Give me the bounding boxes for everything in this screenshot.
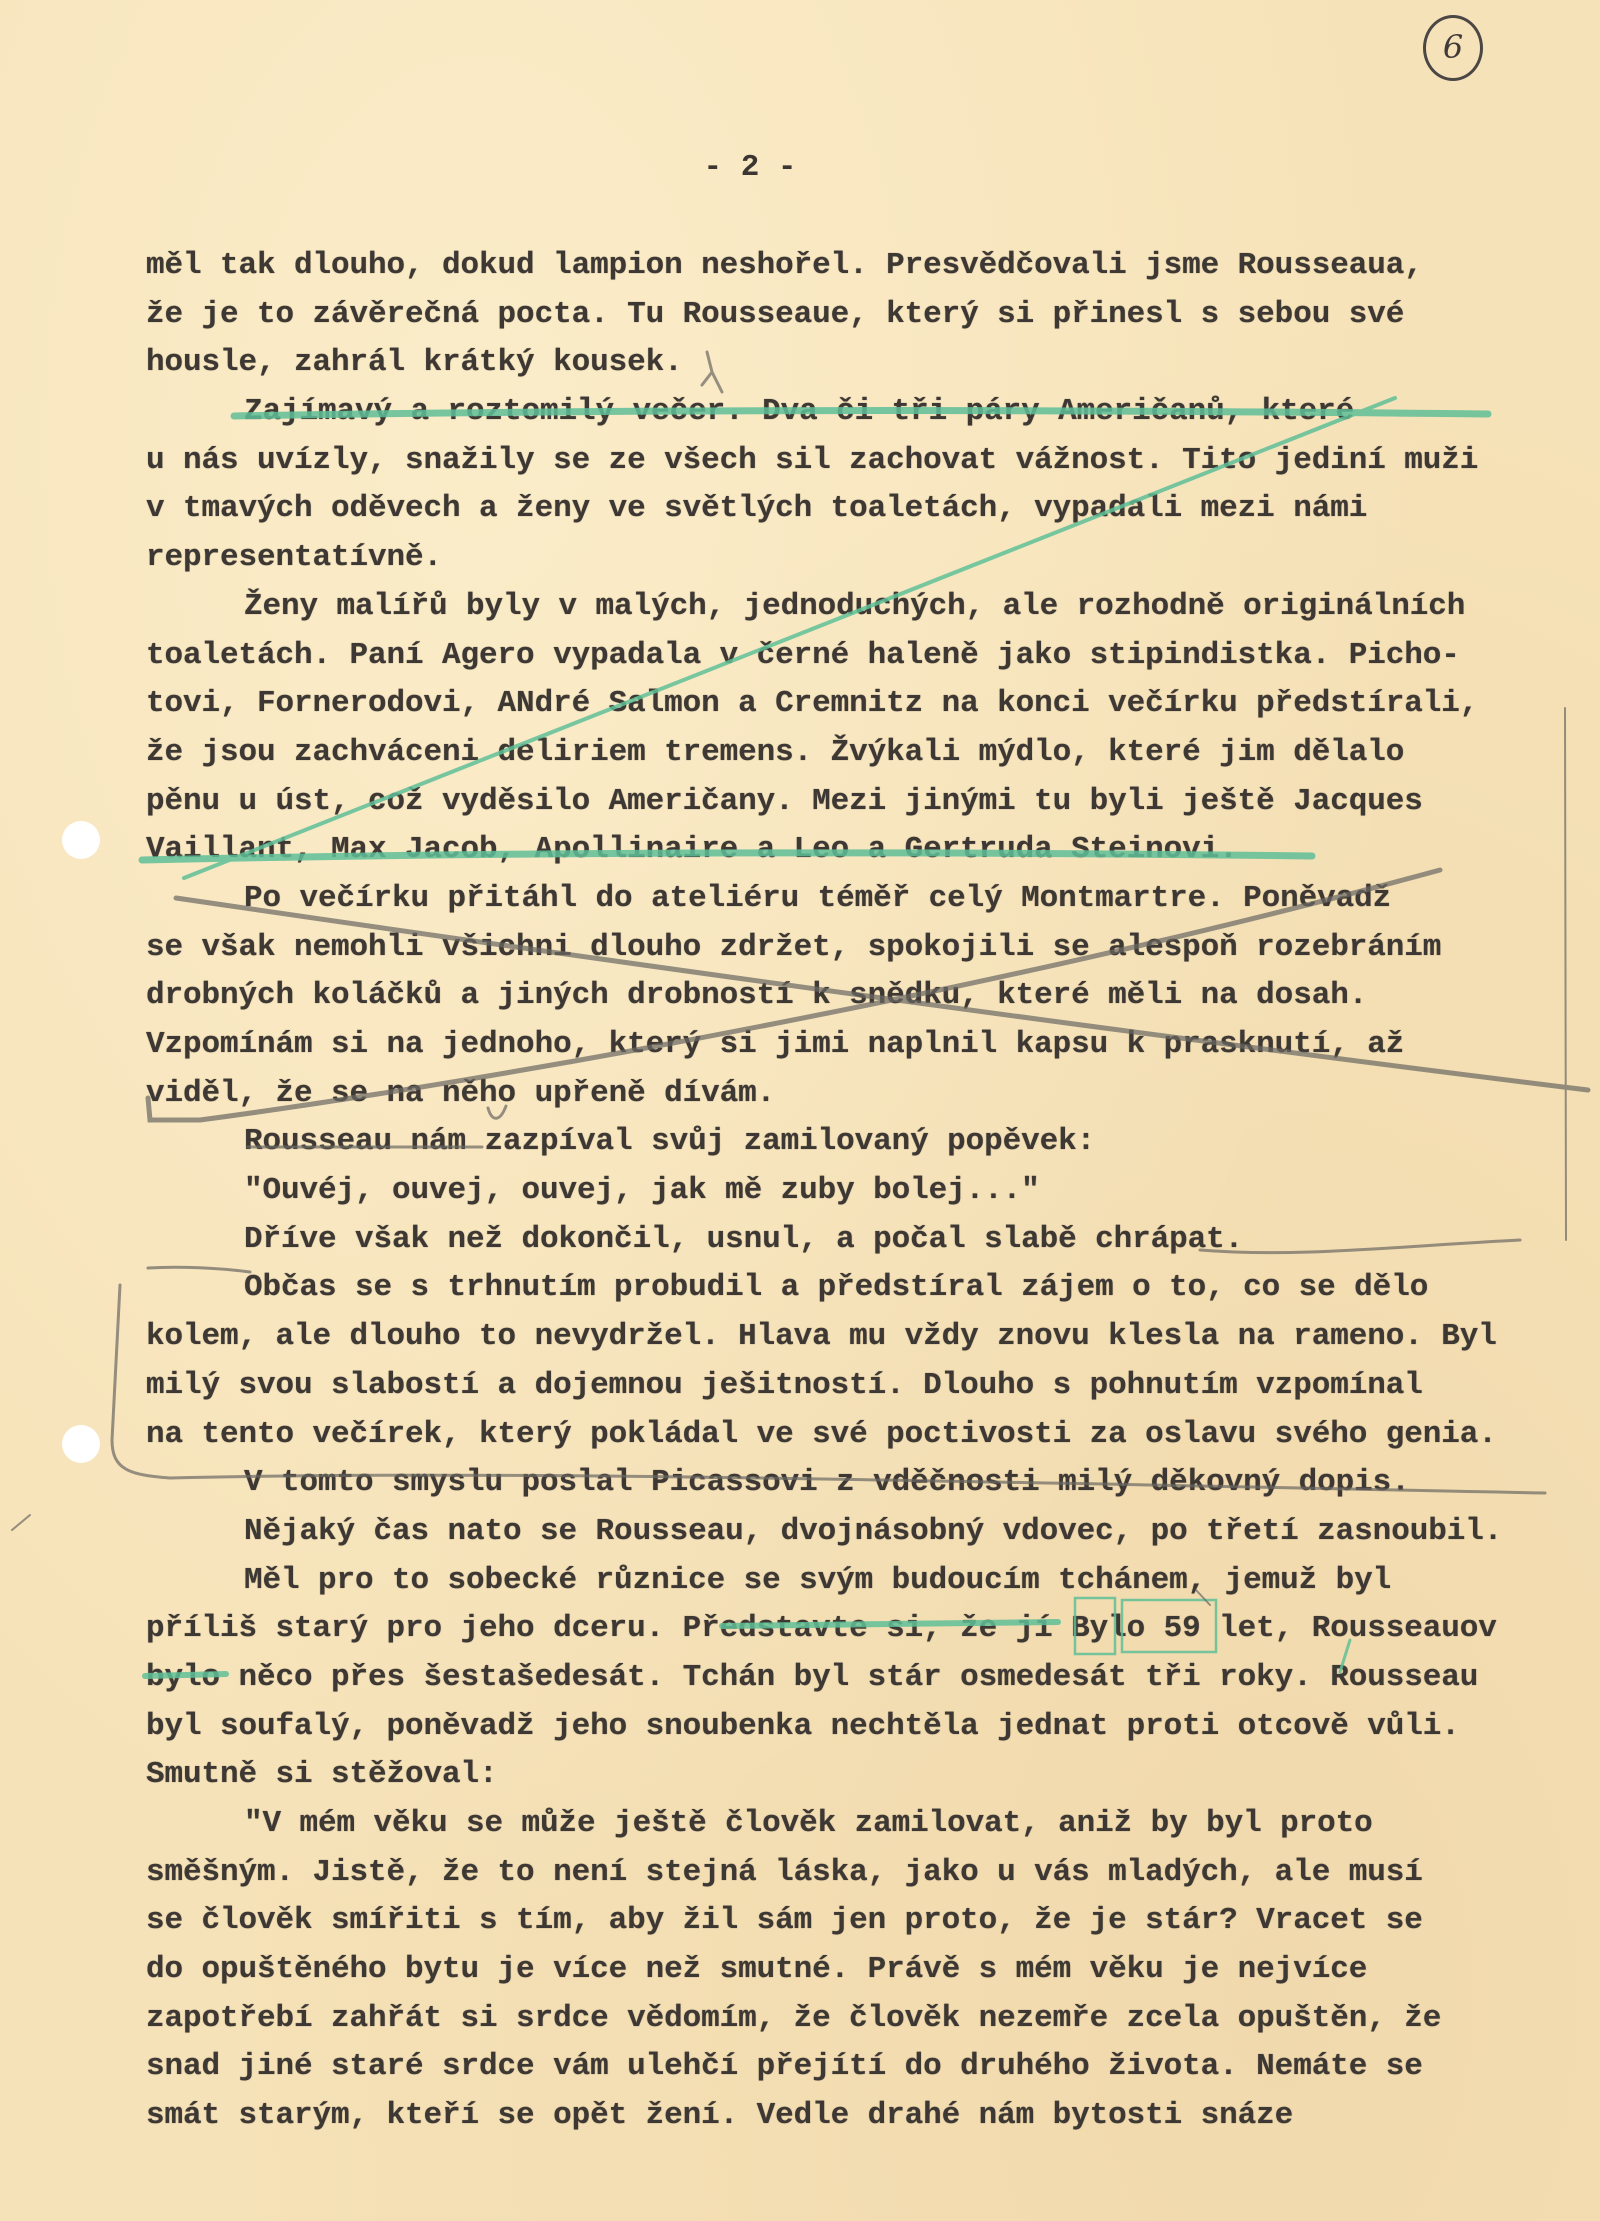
text-line: "Ouvéj, ouvej, ouvej, jak mě zuby bolej..." — [244, 1173, 1040, 1209]
text-line: Rousseau nám zazpíval svůj zamilovaný popěvek: — [244, 1124, 1096, 1160]
text-line: se člověk smířiti s tím, aby žil sám jen proto, že je stár? Vracet se — [146, 1903, 1423, 1939]
text-line: milý svou slabostí a dojemnou ješitností. Dlouho s pohnutím vzpomínal — [146, 1367, 1423, 1403]
folio-number-stamp — [1423, 15, 1483, 81]
text-line: že je to závěrečná pocta. Tu Rousseaue, který si přinesl s sebou své — [146, 296, 1405, 332]
typewritten-text — [146, 242, 1586, 2141]
text-line: Měl pro to sobecké různice se svým budoucím tchánem, jemuž byl — [244, 1562, 1392, 1598]
text-line: housle, zahrál krátký kousek. — [146, 345, 683, 381]
text-line: na tento večírek, který pokládal ve své poctivosti za oslavu svého genia. — [146, 1416, 1497, 1452]
pencil-margin-line — [12, 1515, 30, 1530]
punch-hole — [62, 821, 100, 859]
text-line: Vaillant, Max Jacob, Apollinaire a Leo a Gertruda Steinovi. — [146, 832, 1238, 868]
text-line: Zajímavý a roztomilý večer. Dva či tři páry Američanů, které — [244, 394, 1355, 430]
page-number: - 2 - — [703, 150, 797, 185]
text-line: "V mém věku se může ještě člověk zamilovat, aniž by byl proto — [244, 1806, 1373, 1841]
text-line: Vzpomínám si na jednoho, který si jimi naplnil kapsu k prasknutí, až — [146, 1027, 1405, 1062]
text-line: Ženy malířů byly v malých, jednoduchých, ale rozhodně originálních — [244, 588, 1466, 624]
text-line: do opuštěného bytu je více než smutné. Právě s mém věku je nejvíce — [146, 1952, 1368, 1988]
text-line: Občas se s trhnutím probudil a předstíral zájem o to, co se dělo — [244, 1270, 1429, 1306]
text-line: snad jiné staré srdce vám ulehčí přejítí do druhého života. Nemáte se — [146, 2049, 1423, 2085]
text-line: smát starým, kteří se opět žení. Vedle drahé nám bytosti snáze — [146, 2098, 1294, 2134]
text-line: příliš starý pro jeho dceru. Představte si, že jí Bylo 59 let, Rousseauov — [146, 1611, 1497, 1647]
text-line: u nás uvízly, snažily se ze všech sil zachovat vážnost. Tito jediní muži — [146, 442, 1479, 478]
text-line: Nějaký čas nato se Rousseau, dvojnásobný vdovec, po třetí zasnoubil. — [244, 1513, 1503, 1549]
text-line: měl tak dlouho, dokud lampion neshořel. Presvědčovali jsme Rousseaua, — [146, 248, 1423, 283]
text-line: se však nemohli všichni dlouho zdržet, spokojili se alespoň rozebráním — [146, 929, 1442, 965]
folio-number: 6 — [1442, 28, 1464, 66]
text-line: v tmavých oděvech a ženy ve světlých toaletách, vypadali mezi námi — [146, 491, 1368, 527]
text-line: pěnu u úst, což vyděsilo Američany. Mezi jinými tu byli ještě Jacques — [146, 783, 1423, 819]
text-line: Po večírku přitáhl do ateliéru téměř celý Montmartre. Poněvadž — [244, 880, 1392, 916]
text-line: že jsou zachváceni deliriem tremens. Žvýkali mýdlo, které jim dělalo — [146, 734, 1405, 770]
text-line: V tomto smyslu poslal Picassovi z vděčnosti milý děkovný dopis. — [244, 1465, 1410, 1501]
text-line: zapotřebí zahřát si srdce vědomím, že člověk nezemře zcela opuštěn, že — [146, 2000, 1442, 2036]
text-line: toaletách. Paní Agero vypadala v černé haleně jako stipindistka. Picho- — [146, 637, 1460, 673]
text-line: byl soufalý, poněvadž jeho snoubenka nechtěla jednat proti otcově vůli. — [146, 1708, 1460, 1744]
punch-hole — [62, 1425, 100, 1463]
text-line: tovi, Fornerodovi, ANdré Salmon a Cremnitz na konci večírku předstírali, — [146, 686, 1479, 722]
text-line: representatívně. — [146, 540, 443, 576]
text-line: kolem, ale dlouho to nevydržel. Hlava mu vždy znovu klesla na rameno. Byl — [146, 1319, 1497, 1355]
text-line: viděl, že se na něho upřeně dívám. — [146, 1075, 776, 1111]
text-line: Dříve však než dokončil, usnul, a počal slabě chrápat. — [244, 1221, 1244, 1257]
text-line: bylo něco přes šestašedesát. Tchán byl stár osmedesát tři roky. Rousseau — [146, 1659, 1479, 1695]
text-line: Smutně si stěžoval: — [146, 1757, 498, 1793]
text-line: směšným. Jistě, že to není stejná láska, jako u vás mladých, ale musí — [146, 1854, 1423, 1890]
text-line: drobných koláčků a jiných drobností k snědku, které měli na dosah. — [146, 978, 1368, 1014]
